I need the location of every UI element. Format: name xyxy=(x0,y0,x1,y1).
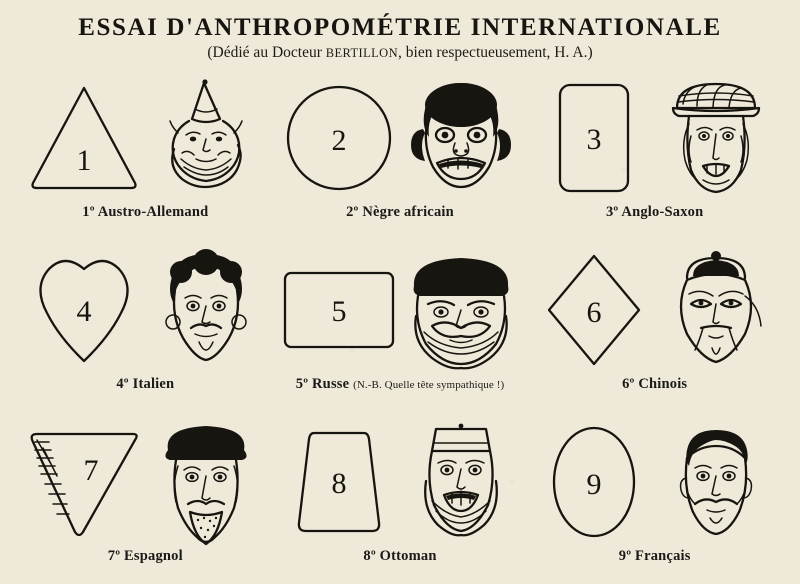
figure-pair-7 xyxy=(18,412,273,552)
subtitle-suffix: , bien respectueusement, H. A.) xyxy=(398,44,593,61)
figure-cell-4 xyxy=(18,240,273,412)
shape-rounded-rect-tall xyxy=(535,71,653,205)
shape-number-5: 5 xyxy=(331,295,347,328)
shape-number-1: 1 xyxy=(76,144,92,177)
figure-caption-4: 4º Italien xyxy=(116,376,175,392)
head-illustration-2 xyxy=(402,71,520,205)
shape-number-2: 2 xyxy=(331,124,347,157)
figure-row xyxy=(18,68,782,240)
shape-number-3: 3 xyxy=(586,123,602,156)
figure-caption-1: 1º Austro-Allemand xyxy=(82,204,209,220)
figure-pair-4 xyxy=(18,240,273,380)
shape-number-8: 8 xyxy=(331,467,347,500)
figure-cell-7 xyxy=(18,412,273,584)
shape-circle xyxy=(280,71,398,205)
figure-pair-6 xyxy=(527,240,782,380)
shape-number-9: 9 xyxy=(586,468,602,501)
figure-pair-2 xyxy=(273,68,528,208)
figure-cell-9 xyxy=(527,412,782,584)
page-title: ESSAI D'ANTHROPOMÉTRIE INTERNATIONALE xyxy=(78,14,722,41)
figure-grid xyxy=(18,68,782,584)
subtitle-name: BERTILLON xyxy=(325,46,399,60)
figure-pair-8 xyxy=(273,412,528,552)
figure-caption-5 xyxy=(296,376,505,393)
shape-oval xyxy=(535,415,653,549)
shape-triangle xyxy=(25,71,143,205)
figure-caption-6: 6º Chinois xyxy=(622,376,688,392)
head-illustration-1 xyxy=(147,71,265,205)
figure-row xyxy=(18,240,782,412)
shape-trapezoid xyxy=(280,415,398,549)
figure-row xyxy=(18,412,782,584)
subtitle-prefix: (Dédié au Docteur xyxy=(207,44,326,61)
shape-number-6: 6 xyxy=(586,296,602,329)
figure-cell-5 xyxy=(273,240,528,412)
head-illustration-7 xyxy=(147,415,265,549)
head-illustration-4 xyxy=(147,243,265,377)
figure-pair-1 xyxy=(18,68,273,208)
shape-heart xyxy=(25,243,143,377)
shape-number-4: 4 xyxy=(76,295,92,328)
head-illustration-6 xyxy=(657,243,775,377)
figure-caption-3: 3º Anglo-Saxon xyxy=(605,204,704,220)
head-illustration-3 xyxy=(657,71,775,205)
figure-caption-5-text: 5º Russe xyxy=(295,376,350,392)
figure-caption-5-note: (N.-B. Quelle tête sympathique !) xyxy=(353,379,505,391)
head-illustration-5 xyxy=(402,243,520,377)
figure-pair-5 xyxy=(273,240,528,380)
head-illustration-8 xyxy=(402,415,520,549)
shape-triangle-inverted xyxy=(25,415,143,549)
shape-number-7: 7 xyxy=(83,454,99,487)
shape-rect-wide xyxy=(280,243,398,377)
figure-cell-6 xyxy=(527,240,782,412)
figure-cell-3 xyxy=(527,68,782,240)
shape-diamond xyxy=(535,243,653,377)
page-subtitle xyxy=(18,44,782,62)
figure-caption-7: 7º Espagnol xyxy=(107,548,183,564)
figure-caption-2: 2º Nègre africain xyxy=(346,204,454,220)
head-illustration-9 xyxy=(657,415,775,549)
figure-cell-8 xyxy=(273,412,528,584)
figure-caption-9: 9º Français xyxy=(618,548,691,564)
figure-caption-8: 8º Ottoman xyxy=(363,548,437,564)
figure-cell-2 xyxy=(273,68,528,240)
figure-cell-1 xyxy=(18,68,273,240)
figure-pair-3 xyxy=(527,68,782,208)
figure-pair-9 xyxy=(527,412,782,552)
